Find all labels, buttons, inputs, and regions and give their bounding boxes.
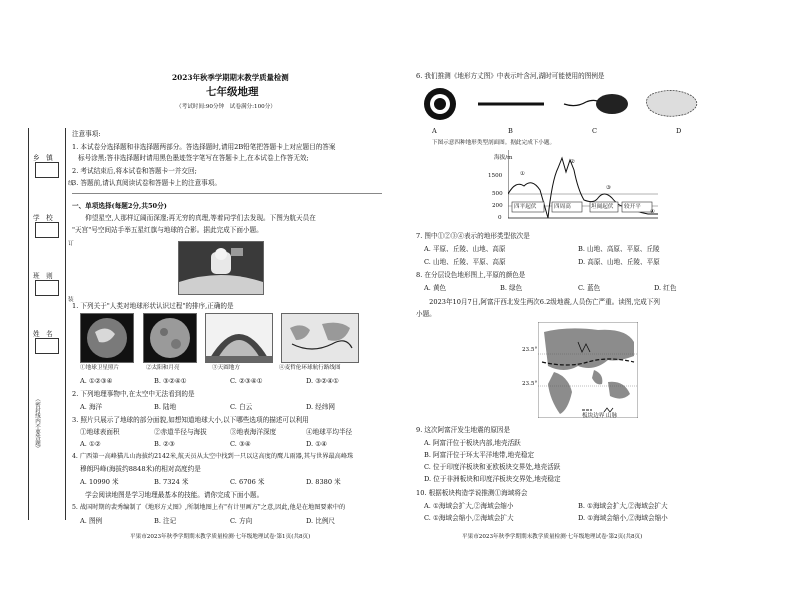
dome-sky-drawing [206,314,272,362]
profile-mark: ② [570,159,576,165]
notice-item: 2. 考试结束后,将本试卷和答题卡一并交回; [72,167,197,175]
section-intro: 仰望星空,人那样辽阔而深邃;再无穷的真理,等着同学们去发现。下图为航天员在 [72,214,316,222]
latitude-label: 23.5° [522,381,538,387]
latitude-label: 23.5° [522,347,538,353]
question-5-stem: 5. 战国时期的裴秀编制了《地形方丈图》,所制地图上有"有计里画方"之意,因此,他是在地图要素中的 [72,504,346,511]
profile-mark: ① [520,171,526,177]
image-caption: ④麦哲伦环球航行路线图 [279,365,341,371]
question-1-stem: 1. 下列关于"人类对地球形状认识过程"的排序,正确的是 [72,302,234,310]
moon-photo [143,313,197,363]
profile-region: 较开平 [624,204,641,210]
option[interactable]: A. 图例 [80,517,103,525]
question-4-stem-cont: 穆朗玛峰(海拔约8848米)的相对高度约是 [80,465,201,473]
option[interactable]: D. ①④ [306,440,328,448]
profile-mark: ③ [606,185,612,191]
option[interactable]: D. ①海域会缩小,②海域会缩小 [578,514,668,522]
section-note: 学会阅读地图是学习地理最基本的技能。请你完成下面小题。 [72,491,264,499]
question-10-stem: 10. 根据板块构造学说推测①海域将会 [416,489,528,497]
binding-margin [28,128,66,520]
notice-heading: 注意事项: [72,130,101,138]
option[interactable]: B. ②③ [154,440,175,448]
option[interactable]: C. 白云 [230,403,253,411]
question-4-stem: 4. 广西第一高峰猫儿山海拔约2142米,航天员从太空中找到一只以这高度的鹰儿雨器,其与世界最高峰珠 [72,453,354,460]
option[interactable]: C. 6706 米 [230,478,265,486]
option[interactable]: B. 绿色 [500,284,523,292]
astronaut-photo-drawing [179,242,263,294]
profile-region: 四周高 [554,204,571,210]
option[interactable]: C. 山地、丘陵、平原、高原 [424,258,506,266]
seal-line-char: 线 [68,181,74,187]
magellan-map [281,313,359,363]
option[interactable]: B. ①海域会扩大,②海域会扩大 [578,502,668,510]
option[interactable]: C. ③④ [230,440,251,448]
option[interactable]: A. 10990 米 [80,478,119,486]
earth-photo [80,313,134,363]
option[interactable]: D. ③②④① [306,377,339,385]
terrain-profile [508,150,658,226]
sidebar-label-name: 姓 名 [33,330,53,338]
section-heading: 一、单项选择(每题2分,共50分) [72,202,167,210]
option[interactable]: A. 黄色 [424,284,447,292]
option[interactable]: A. ①②③④ [80,377,113,385]
section-note: 2023年10月7日,阿富汗西北发生两次6.2级地震,人员伤亡严重。读图,完成下列 [416,298,660,306]
sub-item: ①地球表面积 [80,428,120,436]
symbol-d[interactable] [646,90,696,116]
sub-item: ②赤道半径与海拔 [154,428,207,436]
profile-tick: 200 [492,203,503,209]
option[interactable]: B. ③②④① [154,377,187,385]
option[interactable]: A. 阿富汗位于板块内部,地壳活跃 [424,439,521,447]
legend-symbols [416,84,716,130]
question-8-stem: 8. 在分层设色地形图上,平原的颜色是 [416,271,526,279]
option[interactable]: D. 红色 [654,284,677,292]
option[interactable]: C. 位于印度洋板块和亚欧板块交界处,地壳活跃 [424,463,561,471]
town-field[interactable] [35,162,59,178]
option[interactable]: A. ①海域会扩大,②海域会缩小 [424,502,514,510]
notice-item: 1. 本试卷分选择题和非选择题两部分。答选择题时,请用2B铅笔把答题卡上对应题目的答案 [72,143,336,151]
option[interactable]: B. 陆地 [154,403,177,411]
symbol-a[interactable] [424,88,456,120]
seal-line-char: 订 [68,241,74,247]
sidebar-label-class: 班 则 [33,272,53,280]
question-9-stem: 9. 这次阿富汗发生地震的原因是 [416,426,511,434]
profile-tick: 1500 [488,173,503,179]
exam-title: 2023年秋季学期期末教学质量检测 [172,73,289,82]
exam-meta: （考试时间:90分钟 试卷满分:100分） [176,104,276,110]
class-field[interactable] [35,280,59,296]
symbol-label: A [432,127,437,135]
section-intro: "天宫"号空间站手举五星红旗与地球的合影。据此完成下面小题。 [72,226,263,234]
option[interactable]: A. 海洋 [80,403,103,411]
option[interactable]: B. 7324 米 [154,478,189,486]
footer-right: 平果市2023年秋季学期期末教学质量检测·七年级地理试卷·第2页(共8页) [462,534,643,540]
figure-note: 下图示意四种地形类型剖面图。据此完成下小题。 [432,140,556,146]
sub-item: ③地表海洋深度 [230,428,277,436]
option[interactable]: C. ①海域会缩小,②海域会扩大 [424,514,514,522]
option[interactable]: B. 阿富汗位于环太平洋地带,地壳稳定 [424,451,535,459]
option[interactable]: A. 平原、丘陵、山地、高原 [424,245,506,253]
profile-ylabel: 海拔/m [494,155,513,161]
plate-map [538,322,638,418]
profile-region: 坦阔起伏 [591,204,614,210]
map-legend-mountain: 山脉 [606,413,618,419]
option[interactable]: D. 比例尺 [306,517,336,525]
sub-item: ④地球平均半径 [306,428,353,436]
question-2-stem: 2. 下列地理事物中,在太空中无法看到的是 [72,390,195,398]
option[interactable]: C. ②③④① [230,377,263,385]
symbol-c[interactable] [564,94,628,114]
earth-drawing [81,314,133,362]
seal-line-char: 装 [68,297,74,303]
option[interactable]: C. 方向 [230,517,253,525]
astronaut-photo [178,241,264,295]
question-6-stem: 6. 我们推测《地形方丈图》中表示叶含河,湖时可能使用的图例是 [416,72,605,80]
subject-title: 七年级地理 [206,86,259,98]
notice-item: 标号涂黑;答非选择题时请用黑色墨迹签字笔写在答题卡上,在本试卷上作答无效; [78,154,309,162]
option[interactable]: D. 高原、山地、丘陵、平原 [578,258,660,266]
school-field[interactable] [35,222,59,238]
notice-item: 3. 答题前,请认真阅读试卷和答题卡上的注意事项。 [72,179,221,187]
symbol-label: D [676,127,682,135]
profile-region: 四平起伏 [514,204,537,210]
question-7-stem: 7. 图中①②③④表示的地形类型依次是 [416,232,530,240]
footer-left: 平果市2023年秋季学期期末教学质量检测·七年级地理试卷·第1页(共8页) [130,534,311,540]
symbol-label: C [592,127,598,135]
profile-tick: 500 [492,191,503,197]
moon-drawing [144,314,196,362]
option[interactable]: D. 经纬网 [306,403,336,411]
option[interactable]: D. 位于非洲板块和印度洋板块交界处,地壳稳定 [424,475,561,483]
option[interactable]: C. 蓝色 [578,284,601,292]
seal-note: （密封线内不要答题） [34,396,40,451]
map-legend-plate: 板块边界 [582,413,605,419]
divider [72,193,382,194]
profile-mark: ④ [650,209,656,215]
sidebar-label-school: 学 校 [33,214,53,222]
image-caption: ①地球卫星照片 [80,365,120,371]
option[interactable]: B. 山地、高原、平原、丘陵 [578,245,660,253]
section-note: 小题。 [416,310,436,318]
name-field[interactable] [35,338,59,354]
option[interactable]: D. 8380 米 [306,478,341,486]
option[interactable]: B. 注记 [154,517,177,525]
question-3-stem: 3. 照片只展示了地球的部分面貌,如想知道地球大小,以下哪些选项的描述可以利用 [72,416,309,424]
profile-tick: 0 [498,215,502,221]
image-caption: ③天圆地方 [212,365,240,371]
image-caption: ②太阳和月亮 [146,365,180,371]
dome-sky-photo [205,313,273,363]
symbol-label: B [508,127,513,135]
magellan-route-drawing [282,314,358,362]
option[interactable]: A. ①② [80,440,101,448]
sidebar-label-town: 乡 镇 [33,154,53,162]
